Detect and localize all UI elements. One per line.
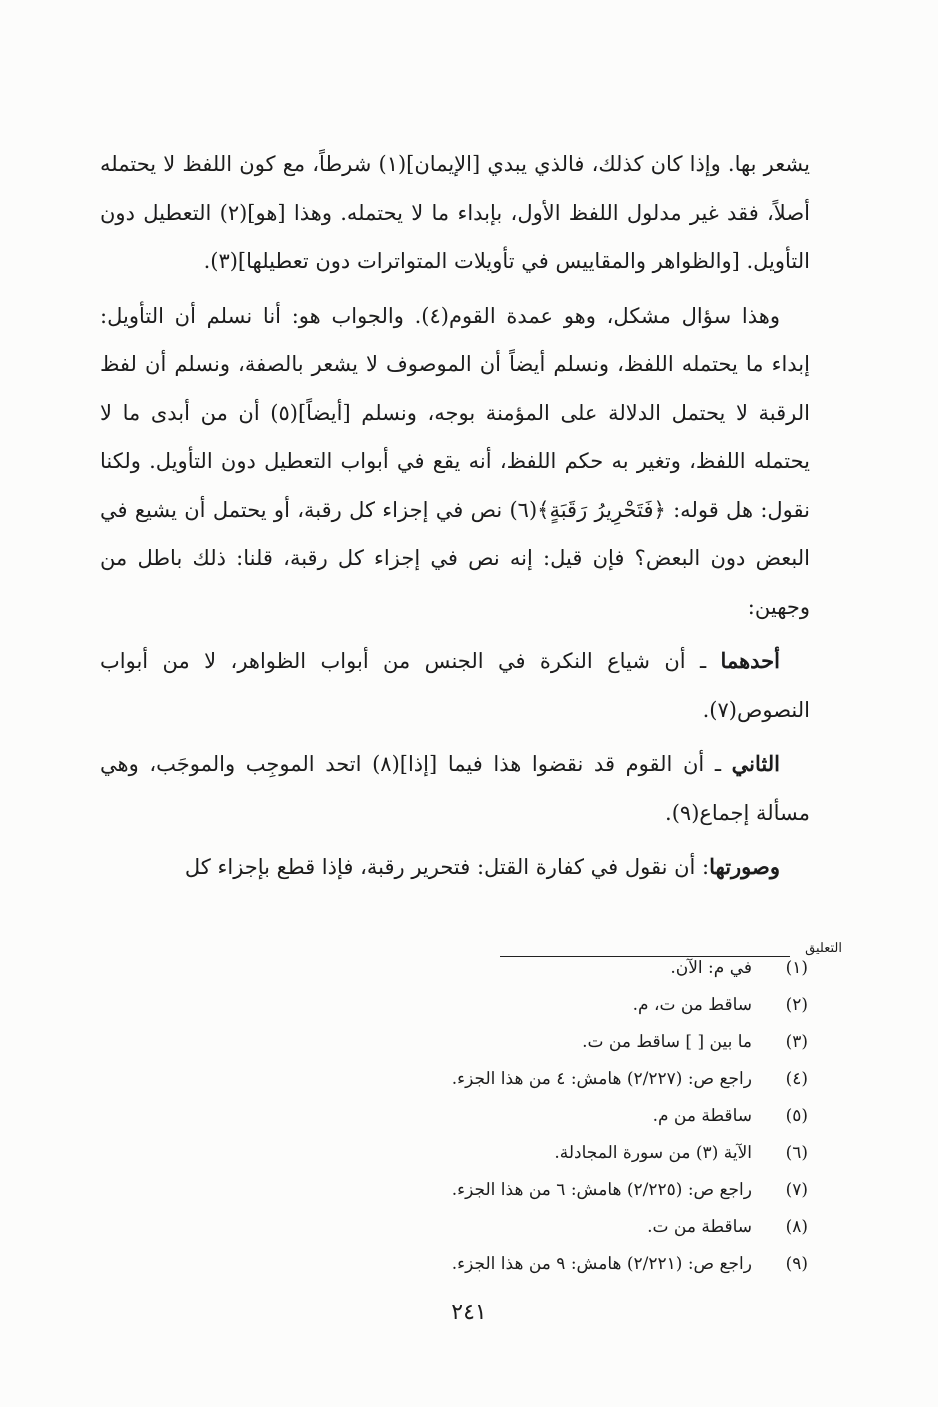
footnote-item	[288, 1246, 808, 1283]
paragraph-2	[100, 292, 810, 632]
paragraph-text: يشعر بها. وإذا كان كذلك، فالذي يبدي [الإيمان](١) شرطاً، مع كون اللفظ لا يحتمله أصلاً، فقد غير مدلول اللفظ الأول، بإبداء ما لا يحتمله. وهذا [هو](٢) التعطيل دون التأويل. [والظواهر والمقاييس في تأويلات المتواترات دون تعطيلها](٣).	[100, 152, 810, 273]
footnote-text: ساقطة من ت.	[647, 1217, 752, 1237]
footnote-list	[288, 950, 808, 1283]
footnote-item	[288, 1024, 808, 1061]
footnote-item	[288, 950, 808, 987]
paragraph-text: ـ أن القوم قد نقضوا هذا فيما [إذا](٨) اتحد الموجِب والموجَب، وهي مسألة إجماع(٩).	[100, 752, 810, 825]
footnote-item	[288, 1098, 808, 1135]
footnote-number: (٨)	[785, 1217, 808, 1237]
footnote-text: الآية (٣) من سورة المجادلة.	[554, 1143, 752, 1163]
footnote-text: راجع ص: (٢/٢٢٧) هامش: ٤ من هذا الجزء.	[451, 1069, 752, 1089]
footnote-number: (٥)	[785, 1106, 808, 1126]
main-text	[100, 140, 810, 898]
footnote-number: (١)	[785, 958, 808, 978]
footnote-number: (٩)	[785, 1254, 808, 1274]
footnote-number: (٢)	[785, 995, 808, 1015]
footnote-number: (٣)	[785, 1032, 808, 1052]
page-number: ٢٤١	[451, 1300, 487, 1325]
footnote-item	[288, 1172, 808, 1209]
footnote-text: ساقطة من م.	[652, 1106, 752, 1126]
footnote-item	[288, 987, 808, 1024]
footnote-item	[288, 1209, 808, 1246]
footnote-text: في م: الآن.	[670, 958, 752, 978]
paragraph-5	[100, 843, 810, 892]
footnote-number: (٤)	[785, 1069, 808, 1089]
footnote-text: راجع ص: (٢/٢٢٥) هامش: ٦ من هذا الجزء.	[451, 1180, 752, 1200]
footnote-number: (٧)	[785, 1180, 808, 1200]
paragraph-text: : أن نقول في كفارة القتل: فتحرير رقبة، فإذا قطع بإجزاء كل	[184, 855, 710, 879]
paragraph-text: وهذا سؤال مشكل، وهو عمدة القوم(٤). والجواب هو: أنا نسلم أن التأويل: إبداء ما يحتمله اللفظ، ونسلم أيضاً أن الموصوف لا يشعر بالصفة، ونسلم أن لفظ الرقبة لا يحتمل الدلالة على المؤمنة بوجه، ونسلم [أيضاً](٥) أن من أبدى ما لا يحتمله اللفظ، وتغير به حكم اللفظ، أنه يقع في أبواب التعطيل دون التأويل. ولكنا نقول: هل قوله: ﴿فَتَحْرِيرُ رَقَبَةٍ﴾(٦) نص في إجزاء كل رقبة، أو يحتمل أن يشيع في البعض دون البعض؟ فإن قيل: إنه نص في إجزاء كل رقبة، قلنا: ذلك باطل من وجهين:	[100, 303, 810, 619]
footnote-label: التعليق	[805, 941, 842, 956]
paragraph-1	[100, 140, 810, 286]
paragraph-lead: الثاني	[731, 751, 780, 776]
footnote-item	[288, 1135, 808, 1172]
footnote-text: ساقط من ت، م.	[632, 995, 752, 1015]
paragraph-lead: وصورتها	[709, 854, 780, 879]
paragraph-3	[100, 637, 810, 734]
footnote-item	[288, 1061, 808, 1098]
paragraph-text: ـ أن شياع النكرة في الجنس من أبواب الظواهر، لا من أبواب النصوص(٧).	[100, 649, 810, 722]
paragraph-lead: أحدهما	[720, 648, 780, 673]
footnote-text: ما بين [ ] ساقط من ت.	[582, 1032, 752, 1052]
footnote-number: (٦)	[785, 1143, 808, 1163]
footnote-text: راجع ص: (٢/٢٢١) هامش: ٩ من هذا الجزء.	[451, 1254, 752, 1274]
paragraph-4	[100, 740, 810, 837]
